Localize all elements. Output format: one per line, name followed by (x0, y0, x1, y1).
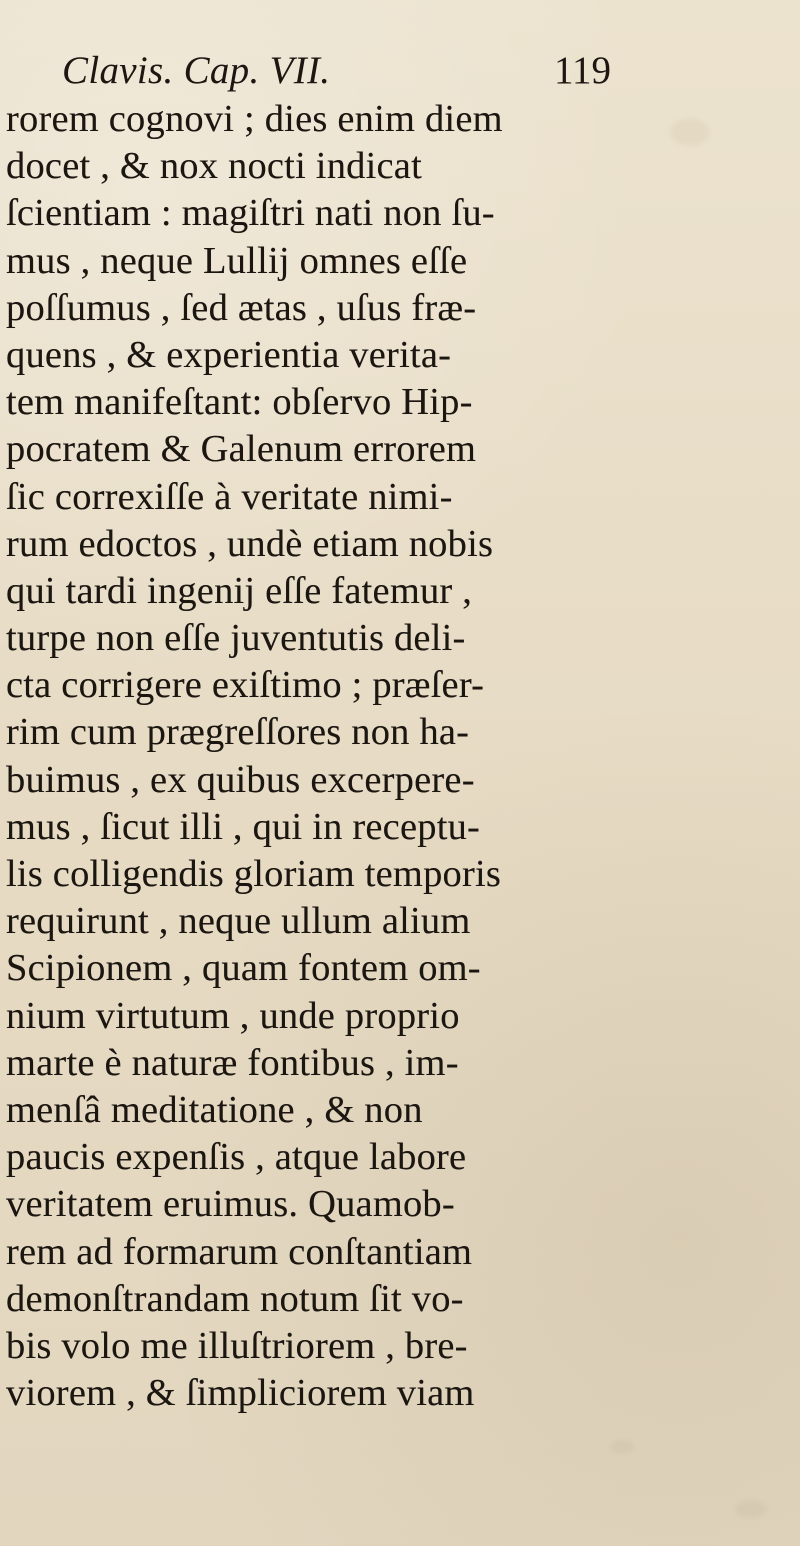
text-line: paucis expenſis , atque labore (6, 1136, 467, 1179)
text-line: buimus , ex quibus excerpere- (6, 758, 475, 801)
text-line: mus , neque Lullij omnes eſſe (6, 239, 468, 282)
text-line: poſſumus , ſed ætas , uſus fræ- (6, 286, 477, 329)
text-line: mus , ſicut illi , qui in receptu- (6, 805, 481, 848)
page-header (62, 44, 682, 98)
text-line: rem ad formarum conſtantiam (6, 1230, 473, 1273)
text-line: qui tardi ingenij eſſe fatemur , (6, 569, 473, 612)
text-line: docet , & nox nocti indicat (6, 145, 422, 188)
running-title: Clavis. Cap. VII. (62, 49, 331, 92)
text-line: quens , & experientia verita- (6, 333, 452, 376)
text-line: ſic correxiſſe à veritate nimi- (6, 475, 453, 518)
text-line: cta corrigere exiſtimo ; præſer- (6, 664, 485, 707)
text-line: Scipionem , quam fontem om- (6, 947, 481, 990)
page-number: 119 (554, 49, 612, 92)
text-line: pocratem & Galenum errorem (6, 428, 477, 471)
text-line: turpe non eſſe juventutis deli- (6, 617, 466, 660)
text-line: tem manifeſtant: obſervo Hip- (6, 381, 473, 424)
text-line: viorem , & ſimpliciorem viam (6, 1372, 475, 1415)
paper-stain (610, 1440, 634, 1454)
text-line: rorem cognovi ; dies enim diem (6, 98, 503, 140)
text-line: nium virtutum , unde proprio (6, 994, 460, 1037)
text-line: demonſtrandam notum ſit vo- (6, 1277, 464, 1320)
text-line: lis colligendis gloriam temporis (6, 853, 502, 895)
body-text (6, 96, 792, 1417)
text-line: ſcientiam : magiſtri nati non ſu- (6, 192, 495, 235)
text-line: rum edoctos , undè etiam nobis (6, 522, 494, 565)
text-line: bis volo me illuſtriorem , bre- (6, 1324, 468, 1367)
text-line: requirunt , neque ullum alium (6, 900, 471, 943)
paper-stain (735, 1500, 767, 1518)
text-line: rim cum prægreſſores non ha- (6, 711, 470, 754)
text-line: menſâ meditatione , & non (6, 1088, 423, 1131)
text-line: veritatem eruimus. Quamob- (6, 1183, 455, 1226)
text-line: marte è naturæ fontibus , im- (6, 1041, 459, 1084)
